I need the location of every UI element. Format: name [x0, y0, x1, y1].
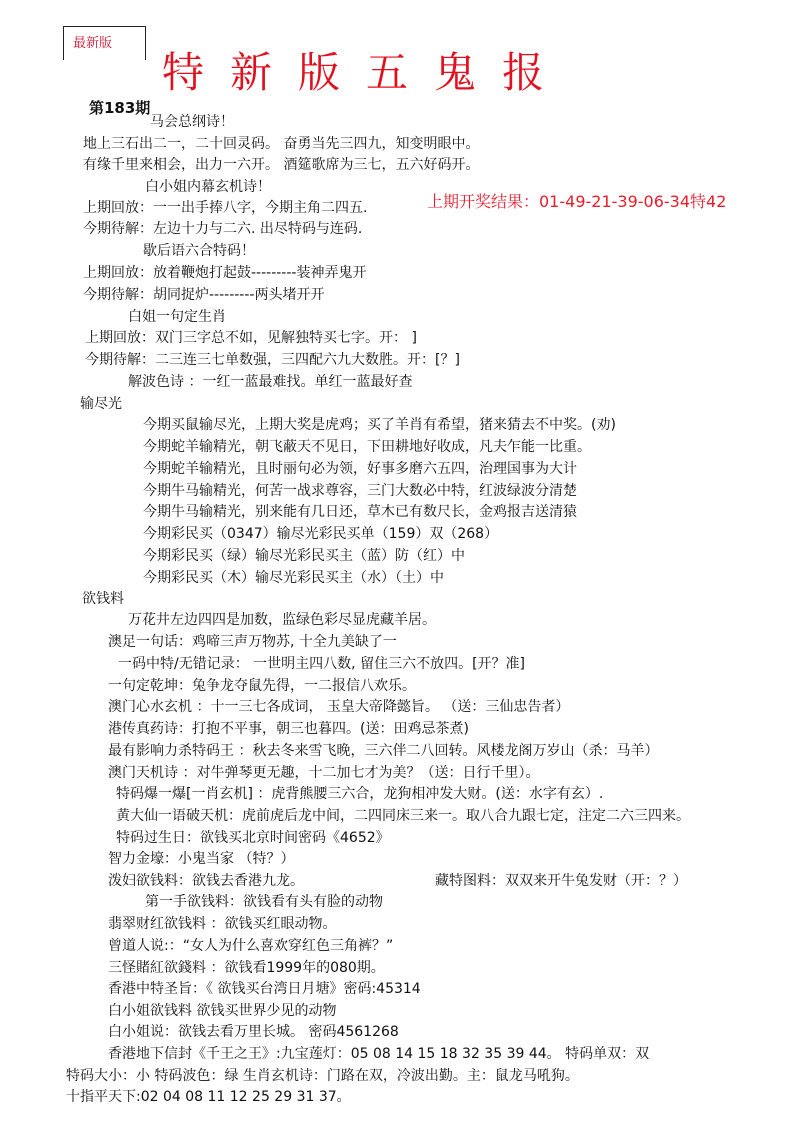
text-line: 三怪賭紅欲錢料 ：欲钱看1999年的080期。: [108, 960, 385, 976]
text-line: 地上三石出二一，二十回灵码。 奋勇当先三四九，知变明眼中。: [83, 136, 480, 152]
text-line: 白姐一句定生肖: [128, 309, 226, 325]
text-line: 解波色诗 ：一红一蓝最难找。单红一蓝最好查: [128, 374, 413, 390]
text-line: 今期彩民买（木）输尽光彩民买主（水）（土）中: [143, 570, 444, 586]
text-line: 藏特图料：双双来开牛兔发财（开：？）: [435, 873, 687, 889]
text-line: 特码爆一爆[一肖玄机] ：虎背熊腰三六合，龙狗相冲发大财。(送：水字有玄）.: [116, 786, 604, 802]
text-line: 最有影响力杀特码王 ：秋去冬来雪飞晚，三六伴二八回转。风楼龙阁万岁山（杀：马羊）: [108, 743, 659, 759]
text-line: 上期回放：双门三字总不如，见解独特买七字。开： ]: [85, 330, 417, 346]
edition-badge: 最新版: [73, 36, 113, 51]
text-line: 万花井左边四四是加数，监绿色彩尽显虎藏羊居。: [128, 612, 436, 628]
last-draw-result: 上期开奖结果：01-49-21-39-06-34特42: [427, 192, 727, 211]
text-line: 智力金壕：小鬼当家 （特？）: [108, 851, 295, 867]
text-line: 歇后语六合特码！: [143, 243, 255, 259]
page-title: 特新版五鬼报: [162, 48, 571, 97]
text-line: 香港中特圣旨：《 欲钱买台湾日月塘》密码:45314: [108, 981, 421, 997]
text-line: 特码过生日：欲钱买北京时间密码《4652》: [116, 830, 390, 846]
text-line: 泼妇欲钱料：欲钱去香港九龙。: [108, 873, 304, 889]
issue-number: 第183期: [89, 99, 151, 117]
text-line: 一码中特/无错记录： 一世明主四八数, 留住三六不放四。[开？准]: [118, 656, 525, 672]
text-line: 港传真药诗：打抱不平事，朝三也暮四。(送：田鸡忌茶煮): [108, 721, 469, 737]
text-line: 今期蛇羊输精光，朝飞蔽天不见日，下田耕地好收成，凡夫乍能一比重。: [143, 439, 591, 455]
edition-badge-box: [63, 26, 146, 60]
text-line: 十指平天下:02 04 08 11 12 25 29 31 37。: [66, 1089, 351, 1105]
text-line: 马会总纲诗！: [150, 114, 234, 130]
text-line: 曾道人说:：“女人为什么喜欢穿红色三角裤？”: [108, 938, 394, 954]
text-line: 今期牛马输精光，何苦一战求尊容，三门大数必中特，红波绿波分清楚: [143, 483, 577, 499]
text-line: 今期待解：胡同捉炉---------两头堵开开: [83, 287, 325, 303]
text-line: 白小姐欲钱料 欲钱买世界少见的动物: [108, 1003, 337, 1019]
text-line: 澳门心水玄机 ：十一三七各成词， 玉皇大帝降懿旨。 （送：三仙忠告者）: [108, 699, 570, 715]
text-line: 上期回放：放着鞭炮打起鼓---------装神弄鬼开: [83, 265, 367, 281]
text-line: 澳门天机诗 ：对牛弹琴更无趣，十二加七才为美？（送：日行千里）。: [108, 765, 540, 781]
text-line: 今期牛马输精光，别来能有几日还，草木已有数尺长，金鸡报吉送清猿: [143, 504, 577, 520]
text-line: 黄大仙一语破天机：虎前虎后龙中间，二四同床三来一。取八合九跟七定，注定二六三四来。: [116, 808, 690, 824]
text-line: 一句定乾坤：兔争龙夺鼠先得，一二报信八欢乐。: [108, 678, 416, 694]
text-line: 今期买鼠输尽光，上期大奖是虎鸡；买了羊肖有希望，猪来猜去不中奖。(劝): [143, 417, 616, 433]
text-line: 上期回放：一一出手捧八字，今期主角二四五.: [83, 200, 368, 216]
text-line: 今期彩民买（0347）输尽光彩民买单（159）双（268）: [143, 526, 499, 542]
text-line: 今期蛇羊输精光，且时丽句必为领，好事多磨六五四，治理国事为大计: [143, 461, 577, 477]
text-line: 特码大小：小 特码波色：绿 生肖玄机诗：门路在双，冷波出勤。主：鼠龙马吼狗。: [66, 1068, 579, 1084]
text-line: 输尽光: [80, 396, 122, 412]
text-line: 欲钱料: [82, 591, 124, 607]
text-line: 今期待解：左边十力与二六. 出尽特码与连码.: [83, 221, 363, 237]
text-line: 翡翠财红欲钱料 ：欲钱买红眼动物。: [108, 916, 337, 932]
text-line: 有缘千里来相会，出力一六开。 酒筵歌席为三七，五六好码开。: [83, 157, 480, 173]
text-line: 澳足一句话：鸡啼三声万物苏, 十全九美缺了一: [108, 634, 397, 650]
text-line: 香港地下信封《千王之王》:九宝莲灯：05 08 14 15 18 32 35 39 44。 特码单双：双: [108, 1046, 650, 1062]
text-line: 今期待解：二三连三七单数强，三四配六九大数胜。开：[？]: [85, 352, 460, 368]
text-line: 今期彩民买（绿）输尽光彩民买主（蓝）防（红）中: [143, 548, 465, 564]
text-line: 白小姐内幕玄机诗！: [145, 179, 271, 195]
text-line: 第一手欲钱料：欲钱看有头有脸的动物: [145, 894, 383, 910]
text-line: 白小姐说：欲钱去看万里长城。 密码4561268: [108, 1024, 399, 1040]
